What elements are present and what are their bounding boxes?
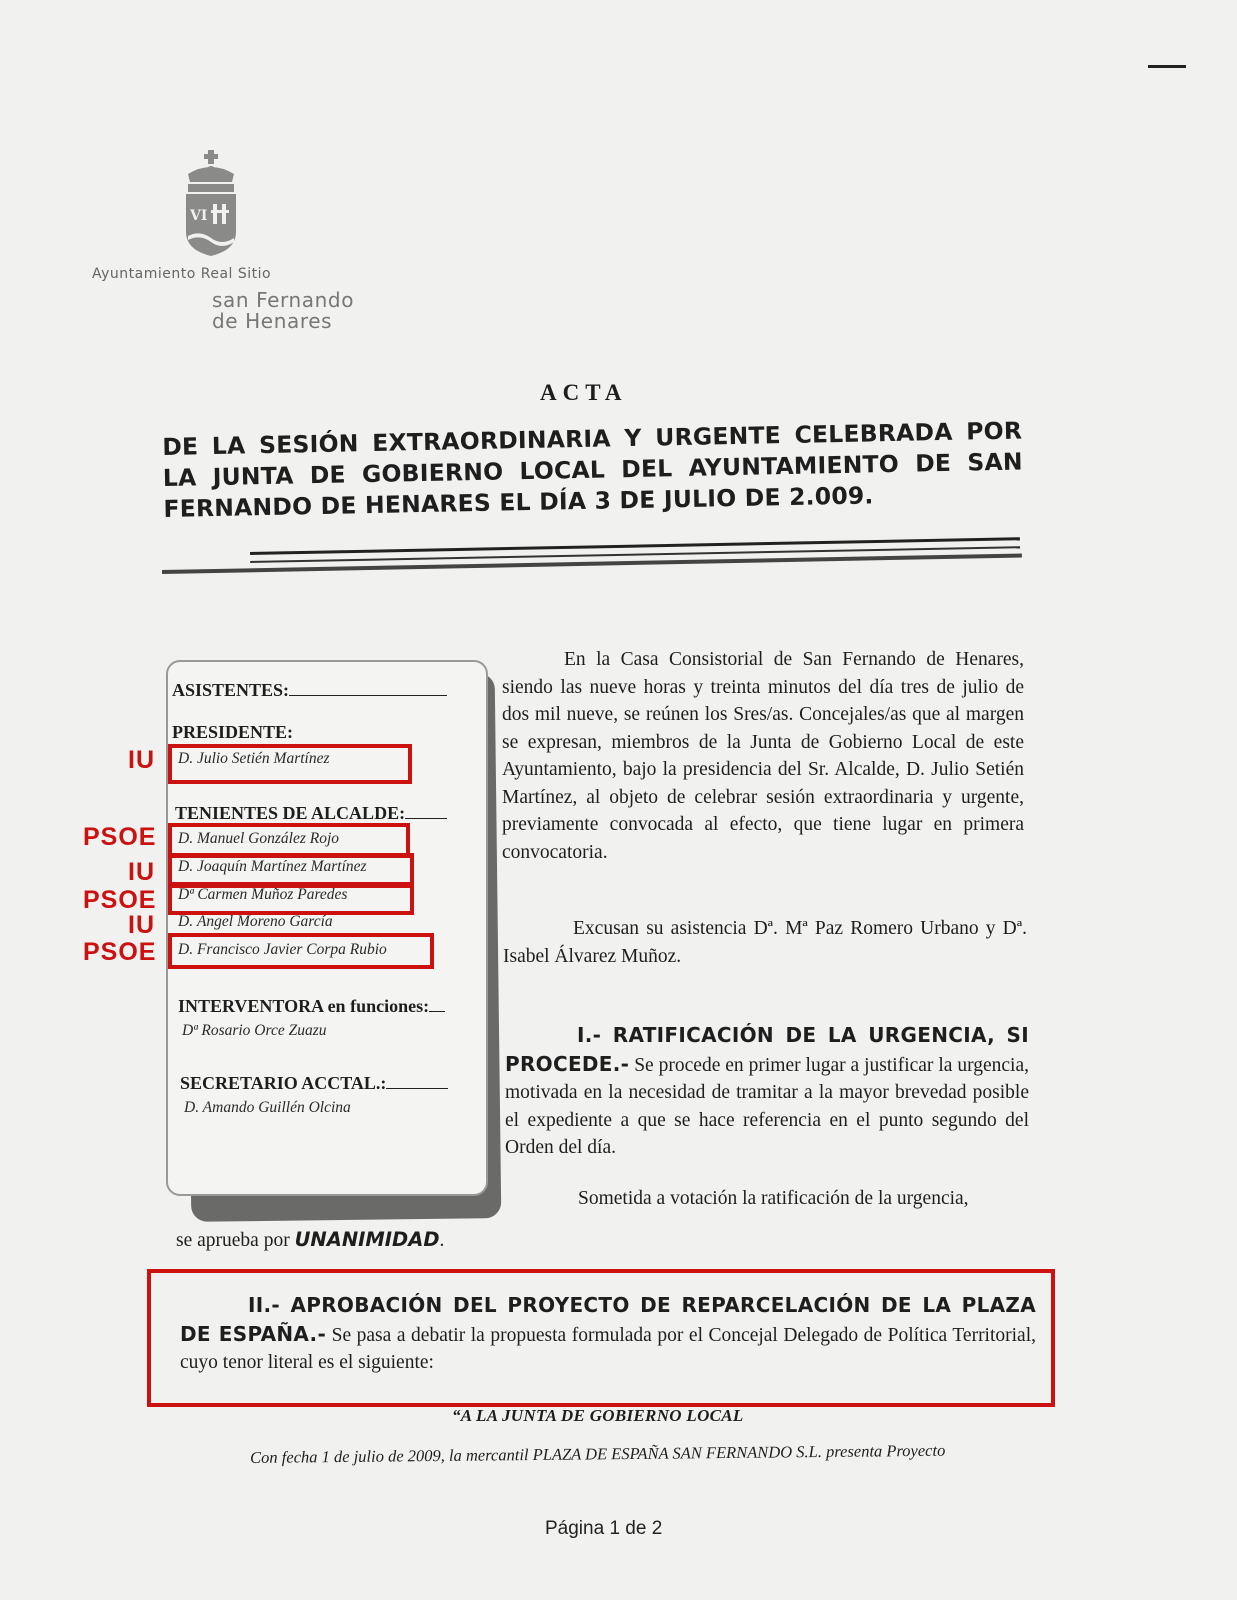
interventora-name: Dª Rosario Orce Zuazu [182, 1022, 327, 1039]
intro-paragraph: En la Casa Consistorial de San Fernando de Henares, siendo las nueve horas y treinta minutos del día tres de julio de dos mil nueve, se reúnen los Sres/as. Concejales/as que al margen se expresan, miembros de la Junta de Gobierno Local de este Ayuntamiento, bajo la presidencia del Sr. Alcalde, D. Julio Setién Martínez, al objeto de celebrar sesión extraordinaria y urgente, previamente convocada al efecto, que tiene lugar en primera convocatoria. [502, 649, 1024, 863]
secretario-name: D. Amando Guillén Olcina [184, 1099, 351, 1116]
party-label: IU [128, 911, 155, 939]
org-name-line3: de Henares [212, 309, 333, 333]
org-name-line2: san Fernando [212, 288, 355, 312]
document-title: ACTA [540, 380, 628, 405]
quote-heading: “A LA JUNTA DE GOBIERNO LOCAL [452, 1406, 744, 1425]
tenientes-label: TENIENTES DE ALCALDE: [175, 802, 447, 824]
party-label: IU [128, 858, 155, 886]
teniente-name: D. Francisco Javier Corpa Rubio [178, 941, 387, 958]
bleed-through [150, 398, 650, 416]
asistentes-label: ASISTENTES: [172, 679, 447, 701]
section-2-title: II.- APROBACIÓN DEL PROYECTO DE REPARCELACIÓN DE LA PLAZA DE ESPAÑA.- [180, 1293, 1036, 1346]
interventora-label: INTERVENTORA en funciones: [178, 995, 445, 1017]
svg-text:VI: VI [190, 208, 208, 224]
party-label: IU [128, 746, 155, 774]
coat-of-arms-logo [180, 150, 242, 260]
teniente-name: D. Manuel González Rojo [178, 830, 340, 847]
party-label: PSOE [83, 938, 157, 966]
section-1 [505, 1022, 1029, 1162]
corner-mark [1148, 65, 1186, 68]
presidente-label: PRESIDENTE: [172, 722, 294, 742]
quote-text: Con fecha 1 de julio de 2009, la mercantil PLAZA DE ESPAÑA SAN FERNANDO S.L. presenta Proyecto [250, 1440, 946, 1467]
annotation-box-teniente [168, 933, 434, 969]
section-1-vote: Sometida a votación la ratificación de la urgencia, [578, 1188, 969, 1209]
org-name-line1: Ayuntamiento Real Sitio [92, 266, 272, 282]
teniente-name: Dª Carmen Muñoz Paredes [178, 886, 348, 903]
teniente-name: D. Ángel Moreno García [178, 913, 333, 930]
section-1-text: Se procede en primer lugar a justificar la urgencia, motivada en la necesidad de tramitar a la mayor brevedad posible el expediente a que se hace referencia en el punto segundo del Orden del día. [505, 1054, 1030, 1158]
section-2-text: Se pasa a debatir la propuesta formulada por el Concejal Delegado de Política Territorial, cuyo tenor literal es el siguiente: [180, 1324, 1037, 1373]
session-heading: DE LA SESIÓN EXTRAORDINARIA Y URGENTE CELEBRADA POR LA JUNTA DE GOBIERNO LOCAL DEL AYUNTAMIENTO DE SAN FERNANDO DE HENARES EL DÍA 3 DE JULIO DE 2.009. [162, 416, 1023, 523]
page-number: Página 1 de 2 [545, 1518, 663, 1539]
annotation-box-presidente [168, 744, 412, 784]
party-label: PSOE [83, 823, 157, 851]
party-label: PSOE [83, 886, 157, 914]
presidente-name: D. Julio Setién Martínez [178, 750, 330, 767]
unanimity-word: UNANIMIDAD [294, 1228, 440, 1251]
section-1-title: I.- RATIFICACIÓN DE LA URGENCIA, SI PROCEDE.- [505, 1023, 1029, 1076]
annotation-box-teniente [168, 882, 414, 915]
teniente-name: D. Joaquín Martínez Martínez [178, 858, 367, 875]
section-2 [180, 1292, 1036, 1377]
section-1-result: se aprueba por UNANIMIDAD. [176, 1228, 445, 1251]
excuse-paragraph: Excusan su asistencia Dª. Mª Paz Romero Urbano y Dª. Isabel Álvarez Muñoz. [503, 918, 1027, 967]
secretario-label: SECRETARIO ACCTAL.: [180, 1072, 448, 1094]
